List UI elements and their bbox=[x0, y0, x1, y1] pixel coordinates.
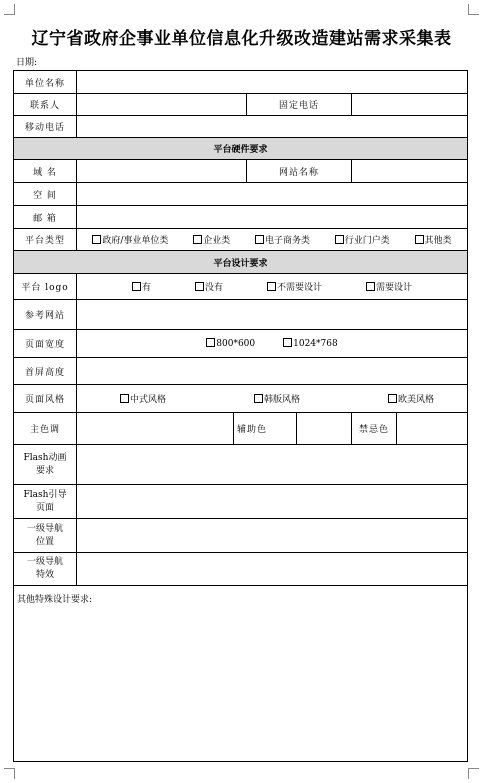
main-color-label: 主色调 bbox=[14, 413, 77, 445]
checkbox-icon[interactable] bbox=[283, 338, 292, 347]
table-row bbox=[14, 358, 468, 385]
checkbox-icon[interactable] bbox=[195, 282, 204, 291]
section-hardware-title: 平台硬件要求 bbox=[14, 138, 468, 160]
logo-options bbox=[77, 274, 468, 300]
table-row bbox=[14, 71, 468, 94]
label-line: Flash动画 bbox=[23, 452, 67, 463]
table-row bbox=[14, 485, 468, 519]
platform-type-options bbox=[77, 229, 468, 251]
requirements-form-table bbox=[13, 70, 468, 762]
nav-effect-label bbox=[14, 553, 77, 586]
label-line: 要求 bbox=[35, 465, 54, 476]
page-width-options bbox=[77, 330, 468, 358]
page-width-label: 页面宽度 bbox=[14, 330, 77, 358]
checkbox-option[interactable]: 行业门户类 bbox=[335, 233, 390, 246]
checkbox-option[interactable]: 没有 bbox=[195, 280, 223, 293]
contact-field[interactable] bbox=[77, 94, 247, 116]
forbidden-color-label: 禁忌色 bbox=[352, 413, 397, 445]
page-corner-mark bbox=[468, 768, 479, 779]
site-name-label: 网站名称 bbox=[247, 160, 352, 183]
table-row bbox=[14, 300, 468, 330]
label-line: 一级导航 bbox=[26, 523, 63, 534]
table-row bbox=[14, 274, 468, 300]
checkbox-icon[interactable] bbox=[193, 235, 202, 244]
checkbox-icon[interactable] bbox=[206, 338, 215, 347]
table-row bbox=[14, 116, 468, 138]
page-corner-mark bbox=[468, 4, 479, 15]
table-row bbox=[14, 445, 468, 485]
mobile-field[interactable] bbox=[77, 116, 468, 138]
checkbox-icon[interactable] bbox=[255, 235, 264, 244]
label-line: 特效 bbox=[35, 570, 54, 580]
label-line: 位置 bbox=[35, 536, 54, 547]
checkbox-option[interactable]: 需要设计 bbox=[366, 280, 412, 293]
label-line: 一级导航 bbox=[26, 557, 63, 567]
unit-name-field[interactable] bbox=[77, 71, 468, 94]
site-name-field[interactable] bbox=[352, 160, 468, 183]
flash-guide-label bbox=[14, 485, 77, 519]
checkbox-icon[interactable] bbox=[388, 394, 397, 403]
checkbox-icon[interactable] bbox=[92, 235, 101, 244]
table-row bbox=[14, 160, 468, 183]
checkbox-option[interactable]: 韩版风格 bbox=[254, 392, 300, 405]
mailbox-label: 邮 箱 bbox=[14, 206, 77, 229]
section-header-row bbox=[14, 251, 468, 274]
page-corner-mark bbox=[4, 4, 15, 15]
landline-field[interactable] bbox=[352, 94, 468, 116]
aux-color-label: 辅助色 bbox=[234, 413, 297, 445]
section-header-row bbox=[14, 138, 468, 160]
table-row bbox=[14, 330, 468, 358]
table-row bbox=[14, 553, 468, 586]
page-style-label: 页面风格 bbox=[14, 385, 77, 413]
section-design-title: 平台设计要求 bbox=[14, 251, 468, 274]
mobile-label: 移动电话 bbox=[14, 116, 77, 138]
contact-label: 联系人 bbox=[14, 94, 77, 116]
date-label: 日期: bbox=[16, 58, 38, 68]
checkbox-option[interactable]: 有 bbox=[132, 280, 151, 293]
table-row bbox=[14, 94, 468, 116]
nav-position-field[interactable] bbox=[77, 519, 468, 553]
reference-site-label: 参考网站 bbox=[14, 300, 77, 330]
first-screen-height-field[interactable] bbox=[77, 358, 468, 385]
mailbox-field[interactable] bbox=[77, 206, 468, 229]
page-style-options bbox=[77, 385, 468, 413]
checkbox-option[interactable]: 1024*768 bbox=[283, 338, 338, 349]
nav-effect-field[interactable] bbox=[77, 553, 468, 586]
document-title: 辽宁省政府企事业单位信息化升级改造建站需求采集表 bbox=[31, 29, 452, 49]
table-row bbox=[14, 519, 468, 553]
flash-animation-label bbox=[14, 445, 77, 485]
checkbox-icon[interactable] bbox=[267, 282, 276, 291]
flash-animation-field[interactable] bbox=[77, 445, 468, 485]
aux-color-field[interactable] bbox=[297, 413, 352, 445]
table-row bbox=[14, 229, 468, 251]
table-row bbox=[14, 183, 468, 206]
table-row bbox=[14, 206, 468, 229]
other-requirements-label: 其他特殊设计要求: bbox=[17, 595, 93, 605]
checkbox-option[interactable]: 政府/事业单位类 bbox=[92, 233, 168, 246]
checkbox-option[interactable]: 中式风格 bbox=[120, 392, 166, 405]
checkbox-option[interactable]: 欧美风格 bbox=[388, 392, 434, 405]
checkbox-option[interactable]: 不需要设计 bbox=[267, 280, 322, 293]
checkbox-icon[interactable] bbox=[254, 394, 263, 403]
first-screen-height-label: 首屏高度 bbox=[14, 358, 77, 385]
table-row bbox=[14, 413, 468, 445]
forbidden-color-field[interactable] bbox=[397, 413, 468, 445]
checkbox-option[interactable]: 800*600 bbox=[206, 338, 255, 349]
checkbox-icon[interactable] bbox=[335, 235, 344, 244]
logo-label: 平台 logo bbox=[14, 274, 77, 300]
domain-field[interactable] bbox=[77, 160, 247, 183]
table-row bbox=[14, 586, 468, 762]
platform-type-label: 平台类型 bbox=[14, 229, 77, 251]
nav-position-label bbox=[14, 519, 77, 553]
label-line: Flash引导 bbox=[23, 489, 67, 500]
space-label: 空 间 bbox=[14, 183, 77, 206]
checkbox-icon[interactable] bbox=[366, 282, 375, 291]
checkbox-icon[interactable] bbox=[132, 282, 141, 291]
other-requirements-field[interactable] bbox=[14, 586, 468, 762]
page-corner-mark bbox=[4, 768, 15, 779]
table-row bbox=[14, 385, 468, 413]
checkbox-icon[interactable] bbox=[415, 235, 424, 244]
checkbox-option[interactable]: 电子商务类 bbox=[255, 233, 310, 246]
checkbox-icon[interactable] bbox=[120, 394, 129, 403]
main-color-field[interactable] bbox=[77, 413, 234, 445]
domain-label: 域 名 bbox=[14, 160, 77, 183]
checkbox-option[interactable]: 其他类 bbox=[415, 233, 452, 246]
flash-guide-field[interactable] bbox=[77, 485, 468, 519]
space-field[interactable] bbox=[77, 183, 468, 206]
landline-label: 固定电话 bbox=[247, 94, 352, 116]
label-line: 页面 bbox=[35, 502, 54, 513]
unit-name-label: 单位名称 bbox=[14, 71, 77, 94]
checkbox-option[interactable]: 企业类 bbox=[193, 233, 230, 246]
reference-site-field[interactable] bbox=[77, 300, 468, 330]
